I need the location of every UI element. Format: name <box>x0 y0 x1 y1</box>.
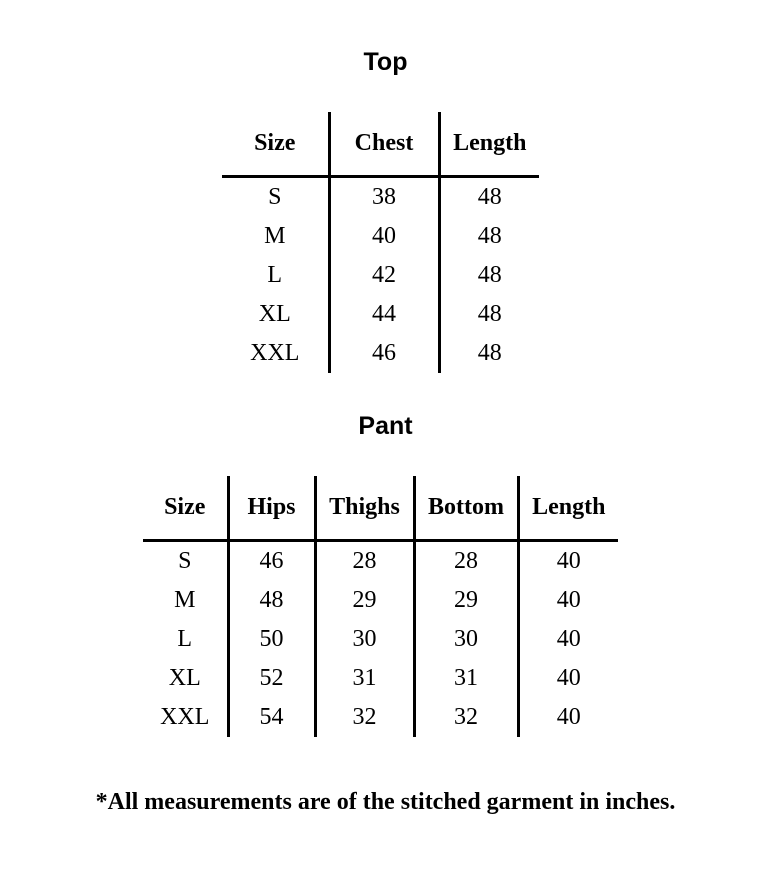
column-header-thighs: Thighs <box>315 476 414 541</box>
top-size-table-wrapper <box>222 112 539 373</box>
chest-cell: 38 <box>329 177 439 218</box>
table-header-row <box>222 112 539 177</box>
length-cell: 48 <box>439 334 539 373</box>
length-cell: 48 <box>439 177 539 218</box>
size-cell: M <box>174 587 196 613</box>
chest-cell: 40 <box>329 217 439 256</box>
chest-cell: 42 <box>329 256 439 295</box>
table-row <box>143 620 618 659</box>
hips-cell: 54 <box>228 698 315 737</box>
length-cell: 48 <box>439 217 539 256</box>
length-cell: 48 <box>439 295 539 334</box>
column-header-size: Size <box>222 112 329 177</box>
table-row <box>222 334 539 373</box>
table-header-row <box>143 476 618 541</box>
bottom-cell: 32 <box>414 698 518 737</box>
bottom-cell: 31 <box>414 659 518 698</box>
column-header-hips: Hips <box>228 476 315 541</box>
size-cell: L <box>177 626 193 652</box>
column-header-length: Length <box>518 476 618 541</box>
thighs-cell: 32 <box>315 698 414 737</box>
length-cell: 40 <box>518 659 618 698</box>
hips-cell: 50 <box>228 620 315 659</box>
measurement-footnote: *All measurements are of the stitched garment in inches. <box>95 789 676 815</box>
table-row <box>143 581 618 620</box>
length-cell: 40 <box>518 541 618 582</box>
top-table-title: Top <box>363 48 408 76</box>
table-row <box>222 256 539 295</box>
thighs-cell: 30 <box>315 620 414 659</box>
size-cell: XXL <box>160 704 210 730</box>
hips-cell: 52 <box>228 659 315 698</box>
length-cell: 40 <box>518 698 618 737</box>
thighs-cell: 29 <box>315 581 414 620</box>
column-header-chest: Chest <box>329 112 439 177</box>
length-cell: 40 <box>518 581 618 620</box>
table-row <box>222 295 539 334</box>
thighs-cell: 28 <box>315 541 414 582</box>
hips-cell: 48 <box>228 581 315 620</box>
table-row <box>222 177 539 218</box>
size-cell: M <box>264 223 286 249</box>
column-header-bottom: Bottom <box>414 476 518 541</box>
size-cell: L <box>267 262 283 288</box>
length-cell: 48 <box>439 256 539 295</box>
column-header-size: Size <box>143 476 228 541</box>
size-cell: S <box>178 548 192 574</box>
pant-size-table <box>143 476 618 737</box>
thighs-cell: 31 <box>315 659 414 698</box>
table-row <box>143 541 618 582</box>
chest-cell: 46 <box>329 334 439 373</box>
size-cell: XL <box>168 665 201 691</box>
top-size-table <box>222 112 539 373</box>
pant-size-table-wrapper <box>143 476 618 737</box>
length-cell: 40 <box>518 620 618 659</box>
size-cell: S <box>268 184 282 210</box>
chest-cell: 44 <box>329 295 439 334</box>
bottom-cell: 30 <box>414 620 518 659</box>
size-cell: XXL <box>250 340 300 366</box>
bottom-cell: 28 <box>414 541 518 582</box>
bottom-cell: 29 <box>414 581 518 620</box>
table-row <box>222 217 539 256</box>
column-header-length: Length <box>439 112 539 177</box>
pant-table-title: Pant <box>358 412 413 440</box>
size-cell: XL <box>258 301 291 327</box>
table-row <box>143 659 618 698</box>
table-row <box>143 698 618 737</box>
hips-cell: 46 <box>228 541 315 582</box>
